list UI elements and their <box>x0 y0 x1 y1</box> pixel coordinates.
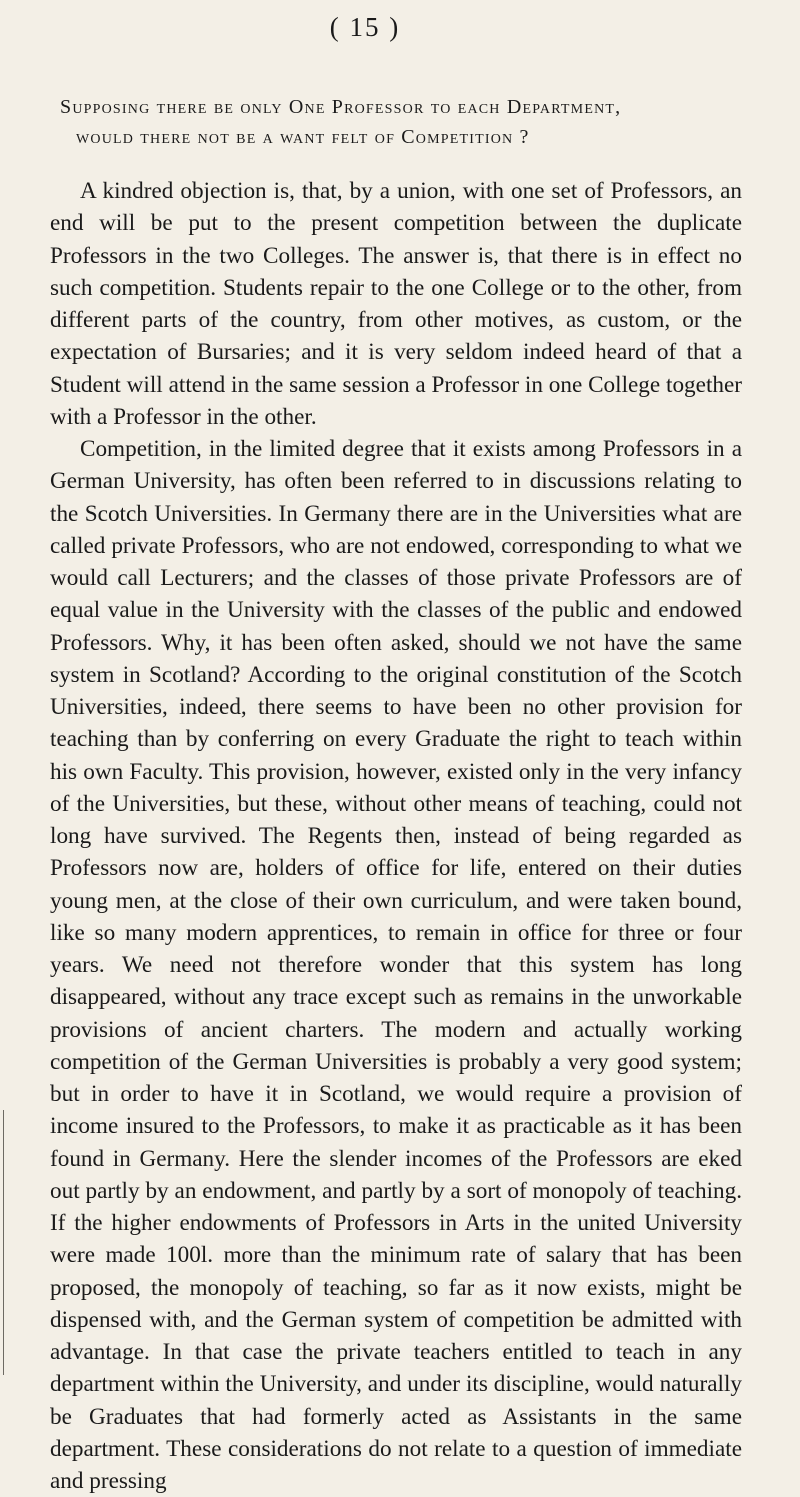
margin-rule <box>3 1110 4 1375</box>
section-heading <box>60 92 740 152</box>
paragraph: A kindred objection is, that, by a union, with one set of Professors, an end will be put to the present competition between the duplicate Professors in the two Colleges. The answer is, that there is in effect no such competition. Students repair to the one College or to the other, from different parts of the country, from other motives, as custom, or the expectation of Bursaries; and it is very seldom indeed heard of that a Student will attend in the same session a Professor in one College together with a Professor in the other. <box>50 178 742 430</box>
body-text <box>50 175 742 1497</box>
section-heading-line-1: Supposing there be only One Professor to each Department, <box>60 96 622 118</box>
section-heading-line-2: would there not be a want felt of Competition ? <box>76 126 530 148</box>
page-number: ( 15 ) <box>329 12 401 42</box>
paragraph: Competition, in the limited degree that it exists among Professors in a German University, has often been referred to in discussions relating to the Scotch Universities. In Germany there are in the Universities what are called private Professors, who are not endowed, corresponding to what we would call Lecturers; and the classes of those private Professors are of equal value in the University with the classes of the public and endowed Professors. Why, it has been often asked, should we not have the same system in Scotland? According to the original constitution of the Scotch Universities, indeed, there seems to have been no other provision for teaching than by conferring on every Graduate the right to teach within his own Faculty. This provision, however, existed only in the very infancy of the Universities, but these, without other means of teaching, could not long have survived. The Regents then, instead of being regarded as Professors now are, holders of office for life, entered on their duties young men, at the close of their own curriculum, and were taken bound, like so many modern apprentices, to remain in office for three or four years. We need not therefore wonder that this system has long disappeared, without any trace except such as remains in the unworkable provisions of ancient charters. The modern and actually working competition of the German Universities is probably a very good system; but in order to have it in Scotland, we would require a provision of income insured to the Professors, to make it as practicable as it has been found in Germany. Here the slender incomes of the Professors are eked out partly by an endowment, and partly by a sort of monopoly of teaching. If the higher endowments of Professors in Arts in the united University were made 100l. more than the minimum rate of salary that has been proposed, the monopoly of teaching, so far as it now exists, might be dispensed with, and the German system of competition be admitted with advantage. In that case the private teachers entitled to teach in any department within the University, and under its discipline, would naturally be Graduates that had formerly acted as Assistants in the same department. These considerations do not relate to a question of immediate and pressing <box>50 436 742 1494</box>
